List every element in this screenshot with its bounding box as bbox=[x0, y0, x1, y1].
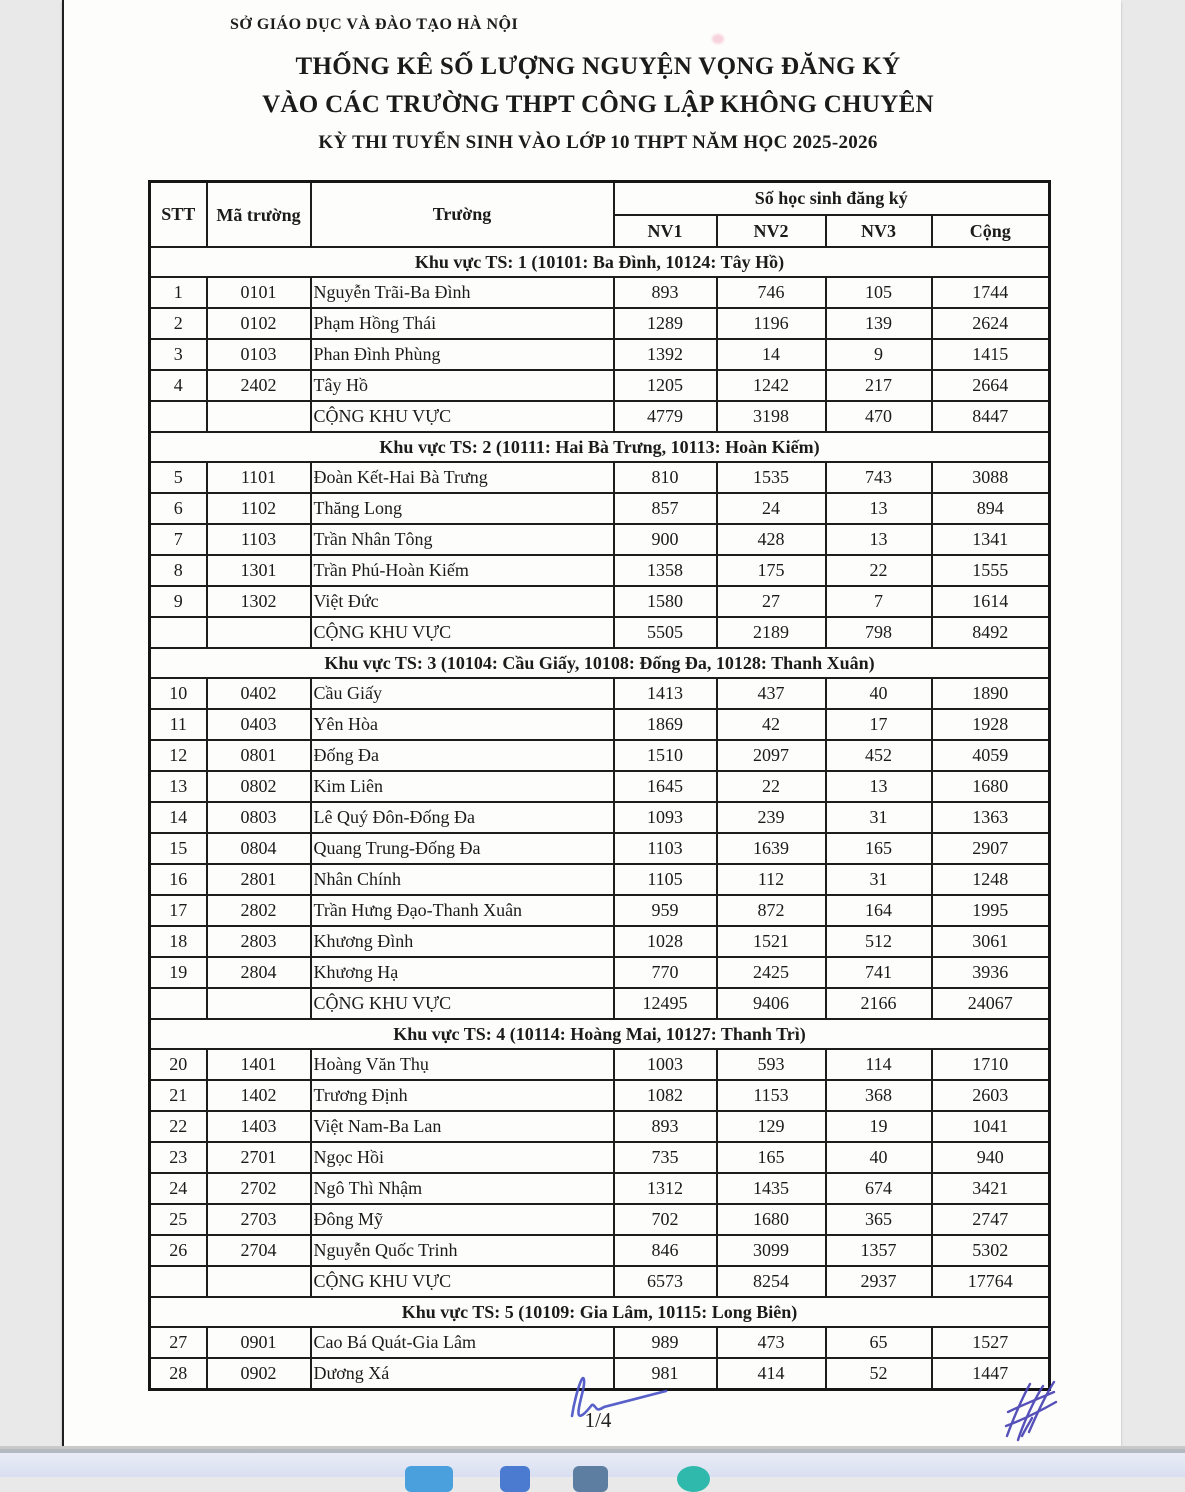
cong-cell: 1614 bbox=[932, 586, 1050, 617]
nv2-cell: 2189 bbox=[717, 617, 826, 648]
enrollment-table-body bbox=[150, 247, 1050, 1390]
stt-cell: 28 bbox=[150, 1358, 207, 1390]
school-name-cell: Đống Đa bbox=[311, 740, 614, 771]
cong-cell: 24067 bbox=[932, 988, 1050, 1019]
stt-cell: 14 bbox=[150, 802, 207, 833]
col-header-stt: STT bbox=[150, 182, 207, 248]
region-total-label: CỘNG KHU VỰC bbox=[311, 988, 614, 1019]
nv3-cell: 798 bbox=[826, 617, 932, 648]
stt-cell: 26 bbox=[150, 1235, 207, 1266]
nv2-cell: 1680 bbox=[717, 1204, 826, 1235]
table-header bbox=[150, 182, 1050, 248]
school-code-cell: 1403 bbox=[207, 1111, 311, 1142]
col-header-nv1: NV1 bbox=[614, 215, 717, 247]
school-code-cell bbox=[207, 988, 311, 1019]
school-code-cell: 2802 bbox=[207, 895, 311, 926]
cong-cell: 1363 bbox=[932, 802, 1050, 833]
nv1-cell: 959 bbox=[614, 895, 717, 926]
stt-cell: 10 bbox=[150, 678, 207, 709]
nv3-cell: 452 bbox=[826, 740, 932, 771]
nv1-cell: 1003 bbox=[614, 1049, 717, 1080]
stt-cell: 27 bbox=[150, 1327, 207, 1358]
school-name-cell: Kim Liên bbox=[311, 771, 614, 802]
nv3-cell: 743 bbox=[826, 462, 932, 493]
cong-cell: 1555 bbox=[932, 555, 1050, 586]
stt-cell bbox=[150, 988, 207, 1019]
nv2-cell: 112 bbox=[717, 864, 826, 895]
nv1-cell: 1358 bbox=[614, 555, 717, 586]
nv1-cell: 1289 bbox=[614, 308, 717, 339]
nv1-cell: 1580 bbox=[614, 586, 717, 617]
school-row bbox=[150, 957, 1050, 988]
section-title: Khu vực TS: 3 (10104: Cầu Giấy, 10108: Đống Đa, 10128: Thanh Xuân) bbox=[150, 648, 1050, 678]
stt-cell: 3 bbox=[150, 339, 207, 370]
section-header-row bbox=[150, 247, 1050, 277]
nv1-cell: 1103 bbox=[614, 833, 717, 864]
school-row bbox=[150, 555, 1050, 586]
school-code-cell: 2803 bbox=[207, 926, 311, 957]
nv2-cell: 1153 bbox=[717, 1080, 826, 1111]
document-title-line2: VÀO CÁC TRƯỜNG THPT CÔNG LẬP KHÔNG CHUYÊN bbox=[262, 91, 934, 118]
nv2-cell: 3099 bbox=[717, 1235, 826, 1266]
school-code-cell: 2702 bbox=[207, 1173, 311, 1204]
stt-cell: 19 bbox=[150, 957, 207, 988]
stt-cell: 23 bbox=[150, 1142, 207, 1173]
school-row bbox=[150, 339, 1050, 370]
school-code-cell: 0403 bbox=[207, 709, 311, 740]
nv2-cell: 593 bbox=[717, 1049, 826, 1080]
nv2-cell: 175 bbox=[717, 555, 826, 586]
school-row bbox=[150, 740, 1050, 771]
school-row bbox=[150, 1111, 1050, 1142]
issuing-authority: SỞ GIÁO DỤC VÀ ĐÀO TẠO HÀ NỘI bbox=[230, 16, 519, 33]
stt-cell: 2 bbox=[150, 308, 207, 339]
nv1-cell: 1082 bbox=[614, 1080, 717, 1111]
school-name-cell: Quang Trung-Đống Đa bbox=[311, 833, 614, 864]
nv2-cell: 129 bbox=[717, 1111, 826, 1142]
stt-cell: 16 bbox=[150, 864, 207, 895]
school-name-cell: Việt Đức bbox=[311, 586, 614, 617]
stt-cell: 15 bbox=[150, 833, 207, 864]
stt-cell: 7 bbox=[150, 524, 207, 555]
school-code-cell: 2804 bbox=[207, 957, 311, 988]
col-header-school-name: Trường bbox=[311, 182, 614, 248]
region-total-row bbox=[150, 617, 1050, 648]
nv2-cell: 165 bbox=[717, 1142, 826, 1173]
nv3-cell: 674 bbox=[826, 1173, 932, 1204]
school-name-cell: Nhân Chính bbox=[311, 864, 614, 895]
stt-cell: 1 bbox=[150, 277, 207, 308]
nv2-cell: 1535 bbox=[717, 462, 826, 493]
school-name-cell: Tây Hồ bbox=[311, 370, 614, 401]
nv2-cell: 9406 bbox=[717, 988, 826, 1019]
school-row bbox=[150, 1173, 1050, 1204]
nv2-cell: 27 bbox=[717, 586, 826, 617]
school-row bbox=[150, 678, 1050, 709]
region-total-label: CỘNG KHU VỰC bbox=[311, 617, 614, 648]
school-name-cell: Hoàng Văn Thụ bbox=[311, 1049, 614, 1080]
region-total-row bbox=[150, 988, 1050, 1019]
dock-app-icon-blue-grid[interactable] bbox=[405, 1466, 453, 1492]
cong-cell: 1415 bbox=[932, 339, 1050, 370]
school-code-cell: 2701 bbox=[207, 1142, 311, 1173]
nv3-cell: 1357 bbox=[826, 1235, 932, 1266]
stt-cell: 5 bbox=[150, 462, 207, 493]
enrollment-statistics-table bbox=[148, 180, 1051, 1391]
nv3-cell: 40 bbox=[826, 1142, 932, 1173]
section-title: Khu vực TS: 4 (10114: Hoàng Mai, 10127: Thanh Trì) bbox=[150, 1019, 1050, 1049]
nv3-cell: 40 bbox=[826, 678, 932, 709]
nv3-cell: 217 bbox=[826, 370, 932, 401]
cong-cell: 2664 bbox=[932, 370, 1050, 401]
section-title: Khu vực TS: 5 (10109: Gia Lâm, 10115: Long Biên) bbox=[150, 1297, 1050, 1327]
school-code-cell: 1101 bbox=[207, 462, 311, 493]
col-header-nv3: NV3 bbox=[826, 215, 932, 247]
school-row bbox=[150, 802, 1050, 833]
region-total-row bbox=[150, 1266, 1050, 1297]
school-name-cell: Đoàn Kết-Hai Bà Trưng bbox=[311, 462, 614, 493]
dock-app-icon-teal[interactable] bbox=[677, 1466, 710, 1492]
school-row bbox=[150, 895, 1050, 926]
dock-app-icon-slate[interactable] bbox=[573, 1466, 608, 1492]
stt-cell: 25 bbox=[150, 1204, 207, 1235]
nv2-cell: 3198 bbox=[717, 401, 826, 432]
section-header-row bbox=[150, 1297, 1050, 1327]
school-code-cell bbox=[207, 1266, 311, 1297]
school-row bbox=[150, 308, 1050, 339]
nv3-cell: 52 bbox=[826, 1358, 932, 1390]
nv3-cell: 31 bbox=[826, 864, 932, 895]
document-title-block bbox=[148, 48, 1048, 154]
school-row bbox=[150, 926, 1050, 957]
col-header-nv2: NV2 bbox=[717, 215, 826, 247]
nv2-cell: 872 bbox=[717, 895, 826, 926]
cong-cell: 2624 bbox=[932, 308, 1050, 339]
col-header-school-code: Mã trường bbox=[207, 182, 311, 248]
school-code-cell: 1402 bbox=[207, 1080, 311, 1111]
nv2-cell: 437 bbox=[717, 678, 826, 709]
col-header-cong: Cộng bbox=[932, 215, 1050, 247]
nv3-cell: 9 bbox=[826, 339, 932, 370]
nv3-cell: 114 bbox=[826, 1049, 932, 1080]
stt-cell bbox=[150, 1266, 207, 1297]
cong-cell: 2747 bbox=[932, 1204, 1050, 1235]
school-row bbox=[150, 462, 1050, 493]
nv3-cell: 470 bbox=[826, 401, 932, 432]
cong-cell: 1928 bbox=[932, 709, 1050, 740]
section-header-row bbox=[150, 1019, 1050, 1049]
cong-cell: 3421 bbox=[932, 1173, 1050, 1204]
school-name-cell: Nguyễn Trãi-Ba Đình bbox=[311, 277, 614, 308]
school-name-cell: Lê Quý Đôn-Đống Đa bbox=[311, 802, 614, 833]
school-code-cell: 0802 bbox=[207, 771, 311, 802]
section-title: Khu vực TS: 2 (10111: Hai Bà Trưng, 10113: Hoàn Kiếm) bbox=[150, 432, 1050, 462]
school-code-cell: 0804 bbox=[207, 833, 311, 864]
nv1-cell: 1510 bbox=[614, 740, 717, 771]
region-total-label: CỘNG KHU VỰC bbox=[311, 401, 614, 432]
school-code-cell: 0901 bbox=[207, 1327, 311, 1358]
nv2-cell: 473 bbox=[717, 1327, 826, 1358]
stt-cell: 11 bbox=[150, 709, 207, 740]
document-subtitle: KỲ THI TUYỂN SINH VÀO LỚP 10 THPT NĂM HỌC 2025-2026 bbox=[318, 132, 878, 153]
nv1-cell: 702 bbox=[614, 1204, 717, 1235]
nv1-cell: 735 bbox=[614, 1142, 717, 1173]
school-code-cell: 1302 bbox=[207, 586, 311, 617]
nv2-cell: 1435 bbox=[717, 1173, 826, 1204]
cong-cell: 4059 bbox=[932, 740, 1050, 771]
dock-band bbox=[0, 1453, 1185, 1477]
nv3-cell: 2166 bbox=[826, 988, 932, 1019]
school-name-cell: Việt Nam-Ba Lan bbox=[311, 1111, 614, 1142]
nv2-cell: 746 bbox=[717, 277, 826, 308]
nv3-cell: 22 bbox=[826, 555, 932, 586]
nv2-cell: 428 bbox=[717, 524, 826, 555]
nv3-cell: 105 bbox=[826, 277, 932, 308]
nv3-cell: 65 bbox=[826, 1327, 932, 1358]
school-name-cell: Khương Hạ bbox=[311, 957, 614, 988]
cong-cell: 17764 bbox=[932, 1266, 1050, 1297]
ink-signature-center bbox=[562, 1372, 677, 1424]
school-code-cell: 2801 bbox=[207, 864, 311, 895]
school-row bbox=[150, 864, 1050, 895]
school-name-cell: Cầu Giấy bbox=[311, 678, 614, 709]
nv1-cell: 893 bbox=[614, 277, 717, 308]
section-header-row bbox=[150, 648, 1050, 678]
cong-cell: 2907 bbox=[932, 833, 1050, 864]
nv1-cell: 1312 bbox=[614, 1173, 717, 1204]
school-name-cell: Trần Nhân Tông bbox=[311, 524, 614, 555]
cong-cell: 1680 bbox=[932, 771, 1050, 802]
nv1-cell: 846 bbox=[614, 1235, 717, 1266]
col-header-students-group: Số học sinh đăng ký bbox=[614, 182, 1050, 216]
cong-cell: 1890 bbox=[932, 678, 1050, 709]
cong-cell: 8492 bbox=[932, 617, 1050, 648]
school-row bbox=[150, 1142, 1050, 1173]
stt-cell: 22 bbox=[150, 1111, 207, 1142]
school-row bbox=[150, 709, 1050, 740]
nv3-cell: 164 bbox=[826, 895, 932, 926]
dock-app-icon-blue[interactable] bbox=[500, 1466, 530, 1492]
cong-cell: 8447 bbox=[932, 401, 1050, 432]
school-row bbox=[150, 833, 1050, 864]
nv1-cell: 1093 bbox=[614, 802, 717, 833]
stt-cell: 12 bbox=[150, 740, 207, 771]
school-row bbox=[150, 771, 1050, 802]
school-code-cell: 1102 bbox=[207, 493, 311, 524]
stt-cell: 24 bbox=[150, 1173, 207, 1204]
stt-cell: 9 bbox=[150, 586, 207, 617]
section-header-row bbox=[150, 432, 1050, 462]
nv1-cell: 1028 bbox=[614, 926, 717, 957]
school-code-cell: 1401 bbox=[207, 1049, 311, 1080]
nv3-cell: 2937 bbox=[826, 1266, 932, 1297]
nv3-cell: 368 bbox=[826, 1080, 932, 1111]
school-row bbox=[150, 1049, 1050, 1080]
school-name-cell: Nguyễn Quốc Trinh bbox=[311, 1235, 614, 1266]
nv2-cell: 1639 bbox=[717, 833, 826, 864]
nv2-cell: 22 bbox=[717, 771, 826, 802]
nv3-cell: 165 bbox=[826, 833, 932, 864]
school-row bbox=[150, 277, 1050, 308]
nv3-cell: 13 bbox=[826, 493, 932, 524]
nv3-cell: 17 bbox=[826, 709, 932, 740]
school-row bbox=[150, 370, 1050, 401]
school-name-cell: Cao Bá Quát-Gia Lâm bbox=[311, 1327, 614, 1358]
nv1-cell: 1869 bbox=[614, 709, 717, 740]
stt-cell: 20 bbox=[150, 1049, 207, 1080]
school-code-cell: 0101 bbox=[207, 277, 311, 308]
stt-cell: 6 bbox=[150, 493, 207, 524]
nv2-cell: 1196 bbox=[717, 308, 826, 339]
school-code-cell: 1301 bbox=[207, 555, 311, 586]
nv3-cell: 31 bbox=[826, 802, 932, 833]
cong-cell: 940 bbox=[932, 1142, 1050, 1173]
school-code-cell: 0801 bbox=[207, 740, 311, 771]
stt-cell bbox=[150, 617, 207, 648]
nv1-cell: 857 bbox=[614, 493, 717, 524]
school-code-cell: 0803 bbox=[207, 802, 311, 833]
school-code-cell: 2704 bbox=[207, 1235, 311, 1266]
cong-cell: 1995 bbox=[932, 895, 1050, 926]
school-code-cell bbox=[207, 401, 311, 432]
stt-cell: 4 bbox=[150, 370, 207, 401]
cong-cell: 3088 bbox=[932, 462, 1050, 493]
nv1-cell: 981 bbox=[614, 1358, 717, 1390]
nv2-cell: 24 bbox=[717, 493, 826, 524]
cong-cell: 3936 bbox=[932, 957, 1050, 988]
stt-cell: 18 bbox=[150, 926, 207, 957]
nv1-cell: 1645 bbox=[614, 771, 717, 802]
region-total-row bbox=[150, 401, 1050, 432]
nv1-cell: 770 bbox=[614, 957, 717, 988]
school-name-cell: Đông Mỹ bbox=[311, 1204, 614, 1235]
school-name-cell: Yên Hòa bbox=[311, 709, 614, 740]
nv2-cell: 2425 bbox=[717, 957, 826, 988]
school-name-cell: Trần Phú-Hoàn Kiếm bbox=[311, 555, 614, 586]
nv3-cell: 139 bbox=[826, 308, 932, 339]
school-name-cell: Ngọc Hồi bbox=[311, 1142, 614, 1173]
school-name-cell: Thăng Long bbox=[311, 493, 614, 524]
stt-cell: 17 bbox=[150, 895, 207, 926]
nv2-cell: 42 bbox=[717, 709, 826, 740]
nv1-cell: 989 bbox=[614, 1327, 717, 1358]
stt-cell bbox=[150, 401, 207, 432]
cong-cell: 1248 bbox=[932, 864, 1050, 895]
nv2-cell: 414 bbox=[717, 1358, 826, 1390]
nv1-cell: 12495 bbox=[614, 988, 717, 1019]
nv3-cell: 512 bbox=[826, 926, 932, 957]
nv2-cell: 14 bbox=[717, 339, 826, 370]
cong-cell: 1447 bbox=[932, 1358, 1050, 1390]
nv3-cell: 7 bbox=[826, 586, 932, 617]
cong-cell: 5302 bbox=[932, 1235, 1050, 1266]
nv1-cell: 810 bbox=[614, 462, 717, 493]
school-code-cell: 0902 bbox=[207, 1358, 311, 1390]
school-name-cell: Trương Định bbox=[311, 1080, 614, 1111]
section-title: Khu vực TS: 1 (10101: Ba Đình, 10124: Tây Hồ) bbox=[150, 247, 1050, 277]
school-code-cell bbox=[207, 617, 311, 648]
nv2-cell: 8254 bbox=[717, 1266, 826, 1297]
school-row bbox=[150, 1204, 1050, 1235]
cong-cell: 2603 bbox=[932, 1080, 1050, 1111]
school-name-cell: Trần Hưng Đạo-Thanh Xuân bbox=[311, 895, 614, 926]
school-name-cell: Ngô Thì Nhậm bbox=[311, 1173, 614, 1204]
school-name-cell: Khương Đình bbox=[311, 926, 614, 957]
scan-artifact-dot bbox=[712, 34, 724, 44]
scanned-document-page bbox=[62, 0, 1121, 1448]
nv3-cell: 19 bbox=[826, 1111, 932, 1142]
school-row bbox=[150, 493, 1050, 524]
school-row bbox=[150, 1327, 1050, 1358]
nv3-cell: 741 bbox=[826, 957, 932, 988]
cong-cell: 1341 bbox=[932, 524, 1050, 555]
school-code-cell: 0402 bbox=[207, 678, 311, 709]
nv1-cell: 5505 bbox=[614, 617, 717, 648]
nv1-cell: 893 bbox=[614, 1111, 717, 1142]
nv3-cell: 365 bbox=[826, 1204, 932, 1235]
school-code-cell: 0103 bbox=[207, 339, 311, 370]
school-code-cell: 0102 bbox=[207, 308, 311, 339]
page-number: 1/4 bbox=[584, 1408, 612, 1432]
nv1-cell: 1105 bbox=[614, 864, 717, 895]
nv2-cell: 1242 bbox=[717, 370, 826, 401]
region-total-label: CỘNG KHU VỰC bbox=[311, 1266, 614, 1297]
cong-cell: 894 bbox=[932, 493, 1050, 524]
nv3-cell: 13 bbox=[826, 771, 932, 802]
school-row bbox=[150, 1235, 1050, 1266]
nv1-cell: 6573 bbox=[614, 1266, 717, 1297]
nv1-cell: 1205 bbox=[614, 370, 717, 401]
nv2-cell: 1521 bbox=[717, 926, 826, 957]
stt-cell: 8 bbox=[150, 555, 207, 586]
school-row bbox=[150, 586, 1050, 617]
stt-cell: 13 bbox=[150, 771, 207, 802]
school-row bbox=[150, 1080, 1050, 1111]
nv2-cell: 239 bbox=[717, 802, 826, 833]
ink-signature-right bbox=[996, 1378, 1068, 1446]
nv1-cell: 1392 bbox=[614, 339, 717, 370]
school-code-cell: 2703 bbox=[207, 1204, 311, 1235]
school-name-cell: Phạm Hồng Thái bbox=[311, 308, 614, 339]
nv1-cell: 900 bbox=[614, 524, 717, 555]
school-name-cell: Phan Đình Phùng bbox=[311, 339, 614, 370]
nv1-cell: 4779 bbox=[614, 401, 717, 432]
nv3-cell: 13 bbox=[826, 524, 932, 555]
school-name-cell: Dương Xá bbox=[311, 1358, 614, 1390]
cong-cell: 1744 bbox=[932, 277, 1050, 308]
nv1-cell: 1413 bbox=[614, 678, 717, 709]
nv2-cell: 2097 bbox=[717, 740, 826, 771]
school-code-cell: 1103 bbox=[207, 524, 311, 555]
document-title-line1: THỐNG KÊ SỐ LƯỢNG NGUYỆN VỌNG ĐĂNG KÝ bbox=[295, 53, 901, 80]
cong-cell: 1527 bbox=[932, 1327, 1050, 1358]
cong-cell: 1710 bbox=[932, 1049, 1050, 1080]
school-row bbox=[150, 524, 1050, 555]
school-code-cell: 2402 bbox=[207, 370, 311, 401]
cong-cell: 3061 bbox=[932, 926, 1050, 957]
cong-cell: 1041 bbox=[932, 1111, 1050, 1142]
stt-cell: 21 bbox=[150, 1080, 207, 1111]
